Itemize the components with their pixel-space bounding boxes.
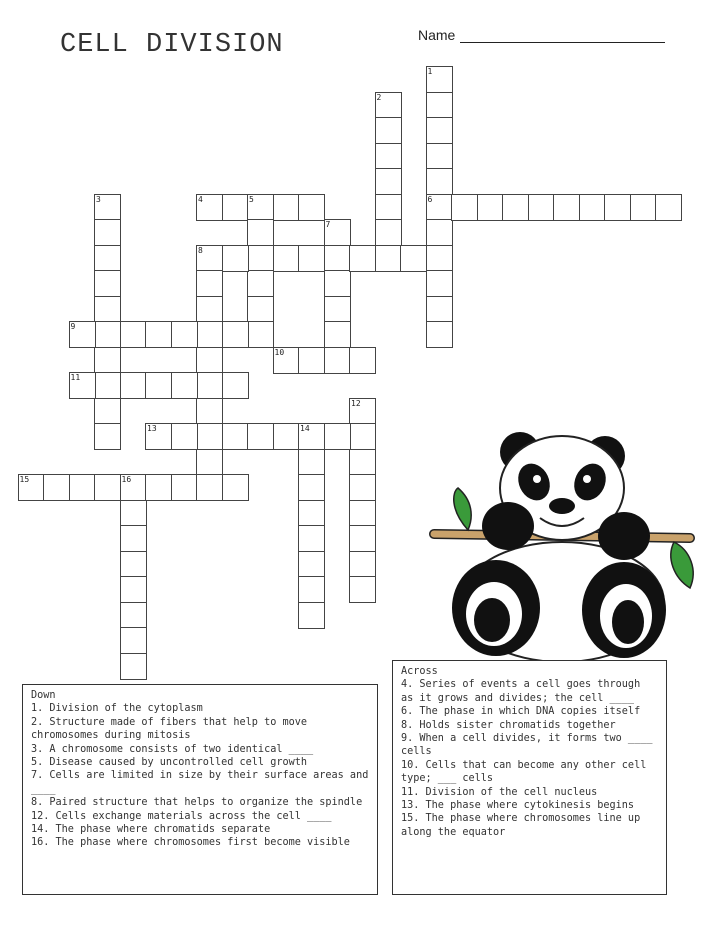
crossword-cell[interactable] — [222, 245, 249, 272]
crossword-cell[interactable] — [196, 270, 223, 297]
crossword-cell[interactable] — [349, 347, 376, 374]
clue-number-label: 4 — [198, 194, 203, 204]
crossword-cell[interactable] — [349, 525, 376, 552]
crossword-cell[interactable] — [375, 219, 402, 246]
clue-number-label: 10 — [274, 347, 285, 357]
crossword-cell[interactable] — [94, 270, 121, 297]
crossword-cell[interactable] — [298, 602, 325, 629]
down-clue: 1. Division of the cytoplasm — [31, 703, 203, 715]
crossword-cell[interactable] — [349, 423, 376, 450]
across-heading: Across — [401, 666, 438, 677]
crossword-cell[interactable] — [247, 245, 274, 272]
crossword-cell[interactable] — [426, 219, 453, 246]
clue-number-label: 3 — [96, 194, 101, 204]
clue-number-label: 8 — [198, 245, 203, 255]
crossword-cell[interactable] — [630, 194, 657, 221]
crossword-cell[interactable] — [324, 270, 351, 297]
crossword-cell[interactable] — [94, 296, 121, 323]
down-clue: 12. Cells exchange materials across the cell ____ — [31, 810, 332, 822]
crossword-cell[interactable] — [298, 576, 325, 603]
crossword-cell[interactable] — [298, 551, 325, 578]
crossword-cell[interactable] — [604, 194, 631, 221]
crossword-cell[interactable] — [94, 219, 121, 246]
crossword-cell[interactable] — [502, 194, 529, 221]
crossword-cell[interactable] — [120, 551, 147, 578]
clue-number-label: 9 — [70, 322, 76, 331]
crossword-cell[interactable] — [120, 653, 147, 680]
page-title: CELL DIVISION — [60, 30, 284, 60]
down-clue: 2. Structure made of fibers that help to move chromosomes during mitosis — [31, 716, 308, 742]
crossword-cell[interactable] — [196, 296, 223, 323]
crossword-cell[interactable] — [426, 92, 453, 119]
crossword-cell[interactable] — [349, 500, 376, 527]
crossword-cell[interactable] — [324, 245, 351, 272]
crossword-cell[interactable] — [94, 474, 121, 501]
crossword-cell[interactable] — [298, 245, 325, 272]
crossword-cell[interactable] — [94, 321, 121, 348]
clue-number-label: 1 — [427, 67, 433, 76]
crossword-cell[interactable] — [375, 194, 402, 221]
crossword-cell[interactable] — [426, 117, 453, 144]
crossword-cell[interactable] — [324, 423, 351, 450]
crossword-cell[interactable] — [579, 194, 606, 221]
crossword-cell[interactable] — [171, 321, 198, 348]
crossword-cell[interactable] — [94, 347, 121, 374]
crossword-cell[interactable] — [528, 194, 555, 221]
crossword-cell[interactable] — [196, 398, 223, 425]
across-clue: 10. Cells that can become any other cell type; ___ cells — [401, 759, 647, 785]
crossword-cell[interactable] — [298, 474, 325, 501]
across-clues-box — [392, 660, 667, 895]
crossword-cell[interactable] — [349, 449, 376, 476]
crossword-cell[interactable] — [451, 194, 478, 221]
crossword-cell[interactable] — [120, 602, 147, 629]
across-clue: 15. The phase where chromosomes line up along the equator — [401, 813, 641, 838]
crossword-cell[interactable] — [247, 219, 274, 246]
crossword-cell[interactable] — [94, 423, 121, 450]
across-clue: 6. The phase in which DNA copies itself — [401, 706, 641, 718]
crossword-cell[interactable] — [553, 194, 580, 221]
down-clue: 8. Paired structure that helps to organize the spindle — [31, 797, 363, 809]
crossword-cell[interactable] — [247, 296, 274, 323]
crossword-cell[interactable] — [273, 423, 300, 450]
crossword-cell[interactable] — [349, 551, 376, 578]
down-clues-box — [22, 684, 378, 895]
crossword-cell[interactable] — [120, 372, 147, 399]
crossword-cell[interactable] — [222, 321, 249, 348]
panda-illustration — [428, 430, 700, 662]
crossword-cell[interactable] — [120, 321, 147, 348]
crossword-cell[interactable] — [120, 627, 147, 654]
crossword-cell[interactable] — [145, 321, 172, 348]
crossword-cell[interactable] — [349, 245, 376, 272]
crossword-cell[interactable] — [324, 296, 351, 323]
down-clue: 16. The phase where chromosomes first become visible — [31, 837, 350, 849]
crossword-cell[interactable] — [171, 474, 198, 501]
crossword-cell[interactable] — [222, 372, 249, 399]
down-heading: Down — [31, 690, 56, 701]
crossword-cell[interactable] — [349, 576, 376, 603]
clue-number-label: 16 — [121, 475, 132, 484]
crossword-cell[interactable] — [94, 245, 121, 272]
name-label: Name — [418, 27, 456, 43]
clue-number-label: 6 — [427, 194, 433, 204]
crossword-cell[interactable] — [196, 321, 223, 348]
crossword-cell[interactable] — [120, 576, 147, 603]
crossword-cell[interactable] — [426, 270, 453, 297]
crossword-cell[interactable] — [298, 194, 325, 221]
down-clue: 3. A chromosome consists of two identical ____ — [31, 743, 314, 755]
crossword-cell[interactable] — [145, 474, 172, 501]
across-clue: 8. Holds sister chromatids together — [401, 719, 616, 731]
crossword-cell[interactable] — [196, 372, 223, 399]
across-clue: 9. When a cell divides, it forms two ____ cells — [401, 733, 653, 758]
crossword-cell[interactable] — [222, 194, 249, 221]
clue-number-label: 2 — [376, 92, 382, 102]
crossword-cell[interactable] — [426, 168, 453, 195]
crossword-cell[interactable] — [247, 321, 274, 348]
crossword-cell[interactable] — [171, 372, 198, 399]
crossword-cell[interactable] — [247, 270, 274, 297]
clue-number-label: 5 — [249, 194, 254, 204]
crossword-cell[interactable] — [375, 168, 402, 195]
crossword-cell[interactable] — [375, 245, 402, 272]
crossword-cell[interactable] — [426, 321, 453, 348]
down-clue: 5. Disease caused by uncontrolled cell growth — [31, 757, 308, 769]
crossword-cell[interactable] — [400, 245, 427, 272]
crossword-cell[interactable] — [120, 525, 147, 552]
crossword-cell[interactable] — [171, 423, 198, 450]
crossword-cell[interactable] — [43, 474, 70, 501]
down-clue: 7. Cells are limited in size by their surface areas and ____ — [31, 770, 369, 795]
crossword-cell[interactable] — [298, 449, 325, 476]
clue-number-label: 14 — [300, 424, 310, 433]
crossword-cell[interactable] — [349, 474, 376, 501]
clue-number-label: 12 — [351, 398, 361, 408]
clue-number-label: 11 — [70, 373, 81, 382]
crossword-cell[interactable] — [247, 423, 274, 450]
crossword-cell[interactable] — [273, 245, 300, 272]
crossword-cell[interactable] — [222, 474, 249, 501]
crossword-cell[interactable] — [477, 194, 504, 221]
crossword-cell[interactable] — [426, 143, 453, 170]
down-clue: 14. The phase where chromatids separate — [31, 824, 271, 836]
crossword-cell[interactable] — [298, 525, 325, 552]
crossword-cell[interactable] — [298, 347, 325, 374]
crossword-cell[interactable] — [324, 347, 351, 374]
across-clue: 11. Division of the cell nucleus — [401, 786, 598, 798]
crossword-cell[interactable] — [196, 449, 223, 476]
crossword-cell[interactable] — [375, 117, 402, 144]
crossword-cell[interactable] — [655, 194, 682, 221]
crossword-cell[interactable] — [375, 143, 402, 170]
crossword-cell[interactable] — [196, 423, 223, 450]
clue-number-label: 15 — [19, 475, 30, 484]
across-clue: 13. The phase where cytokinesis begins — [401, 800, 635, 812]
crossword-cell[interactable] — [273, 194, 300, 221]
crossword-cell[interactable] — [94, 372, 121, 399]
crossword-cell[interactable] — [196, 474, 223, 501]
crossword-cell[interactable] — [145, 372, 172, 399]
crossword-cell[interactable] — [426, 245, 453, 272]
clue-number-label: 7 — [325, 220, 331, 229]
crossword-cell[interactable] — [222, 423, 249, 450]
crossword-cell[interactable] — [69, 474, 96, 501]
crossword-cell[interactable] — [94, 398, 121, 425]
clue-number-label: 13 — [147, 424, 157, 433]
crossword-cell[interactable] — [120, 500, 147, 527]
crossword-cell[interactable] — [426, 296, 453, 323]
crossword-cell[interactable] — [324, 321, 351, 348]
across-clue: 4. Series of events a cell goes through as it grows and divides; the cell ____ — [401, 679, 641, 704]
crossword-cell[interactable] — [298, 500, 325, 527]
crossword-cell[interactable] — [196, 347, 223, 374]
